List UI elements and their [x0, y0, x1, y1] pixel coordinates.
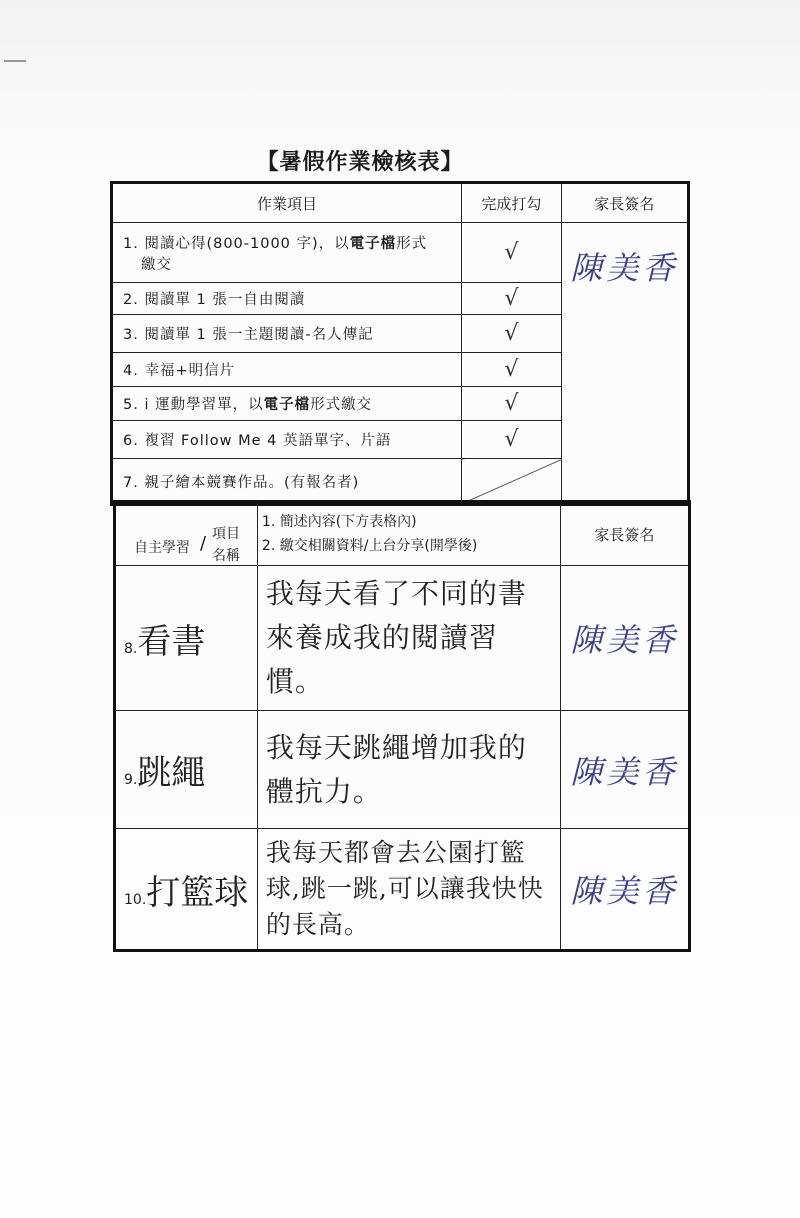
- task-3: 3. 閱讀單 1 張一主題閱讀-名人傳記: [112, 315, 462, 353]
- check-6: √: [462, 421, 561, 459]
- scan-mark: [4, 60, 26, 68]
- table-header-row: [115, 502, 690, 566]
- check-1: √: [462, 223, 561, 283]
- task-4: 4. 幸福+明信片: [112, 353, 462, 387]
- parent-signature: 陳美香: [570, 249, 679, 287]
- task-6: 6. 複習 Follow Me 4 英語單字、片語: [112, 421, 462, 459]
- check-5: √: [462, 387, 561, 421]
- header-task: 作業項目: [112, 183, 462, 223]
- signature-9-cell: [560, 711, 689, 829]
- task-2: 2. 閱讀單 1 張一自由閱讀: [112, 283, 462, 315]
- page-title: 【暑假作業檢核表】: [256, 150, 464, 175]
- content-10: 我每天都會去公園打籃球,跳一跳,可以讓我快快的長高。: [257, 829, 560, 951]
- header-sign: 家長簽名: [561, 183, 688, 223]
- header-sign-2: 家長簽名: [560, 502, 689, 566]
- check-7-crossed: [462, 459, 561, 505]
- signature-10-cell: [560, 829, 689, 951]
- signature-9: 陳美香: [570, 752, 679, 791]
- item-10: 10.打籃球: [115, 829, 258, 951]
- signature-10: 陳美香: [570, 872, 679, 910]
- content-9: 我每天跳繩增加我的體抗力。: [257, 711, 560, 829]
- table-header-row: [112, 183, 689, 223]
- check-2: √: [462, 283, 561, 315]
- self-learning-table: [113, 500, 691, 952]
- homework-checklist-table: [110, 181, 690, 506]
- signature-8-cell: [560, 566, 689, 711]
- header-content: 1. 簡述內容(下方表格內) 2. 繳交相關資料/上台分享(開學後): [257, 502, 560, 566]
- task-5: 5. i 運動學習單，以電子檔形式繳交: [112, 387, 462, 421]
- check-3: √: [462, 315, 561, 353]
- header-item: 自主學習 / 項目 名稱: [115, 502, 258, 566]
- table-row: [115, 829, 690, 951]
- parent-signature-cell: [561, 223, 688, 505]
- table-row: [112, 223, 689, 283]
- signature-8: 陳美香: [570, 621, 679, 659]
- content-8: 我每天看了不同的書來養成我的閱讀習慣。: [257, 566, 560, 711]
- table-row: [115, 711, 690, 829]
- task-1: 1. 閱讀心得(800-1000 字)，以電子檔形式 繳交: [112, 223, 462, 283]
- check-4: √: [462, 353, 561, 387]
- header-check: 完成打勾: [462, 183, 561, 223]
- item-8: 8.看書: [115, 566, 258, 711]
- task-7: 7. 親子繪本競賽作品。(有報名者): [112, 459, 462, 505]
- item-9: 9.跳繩: [115, 711, 258, 829]
- table-row: [115, 566, 690, 711]
